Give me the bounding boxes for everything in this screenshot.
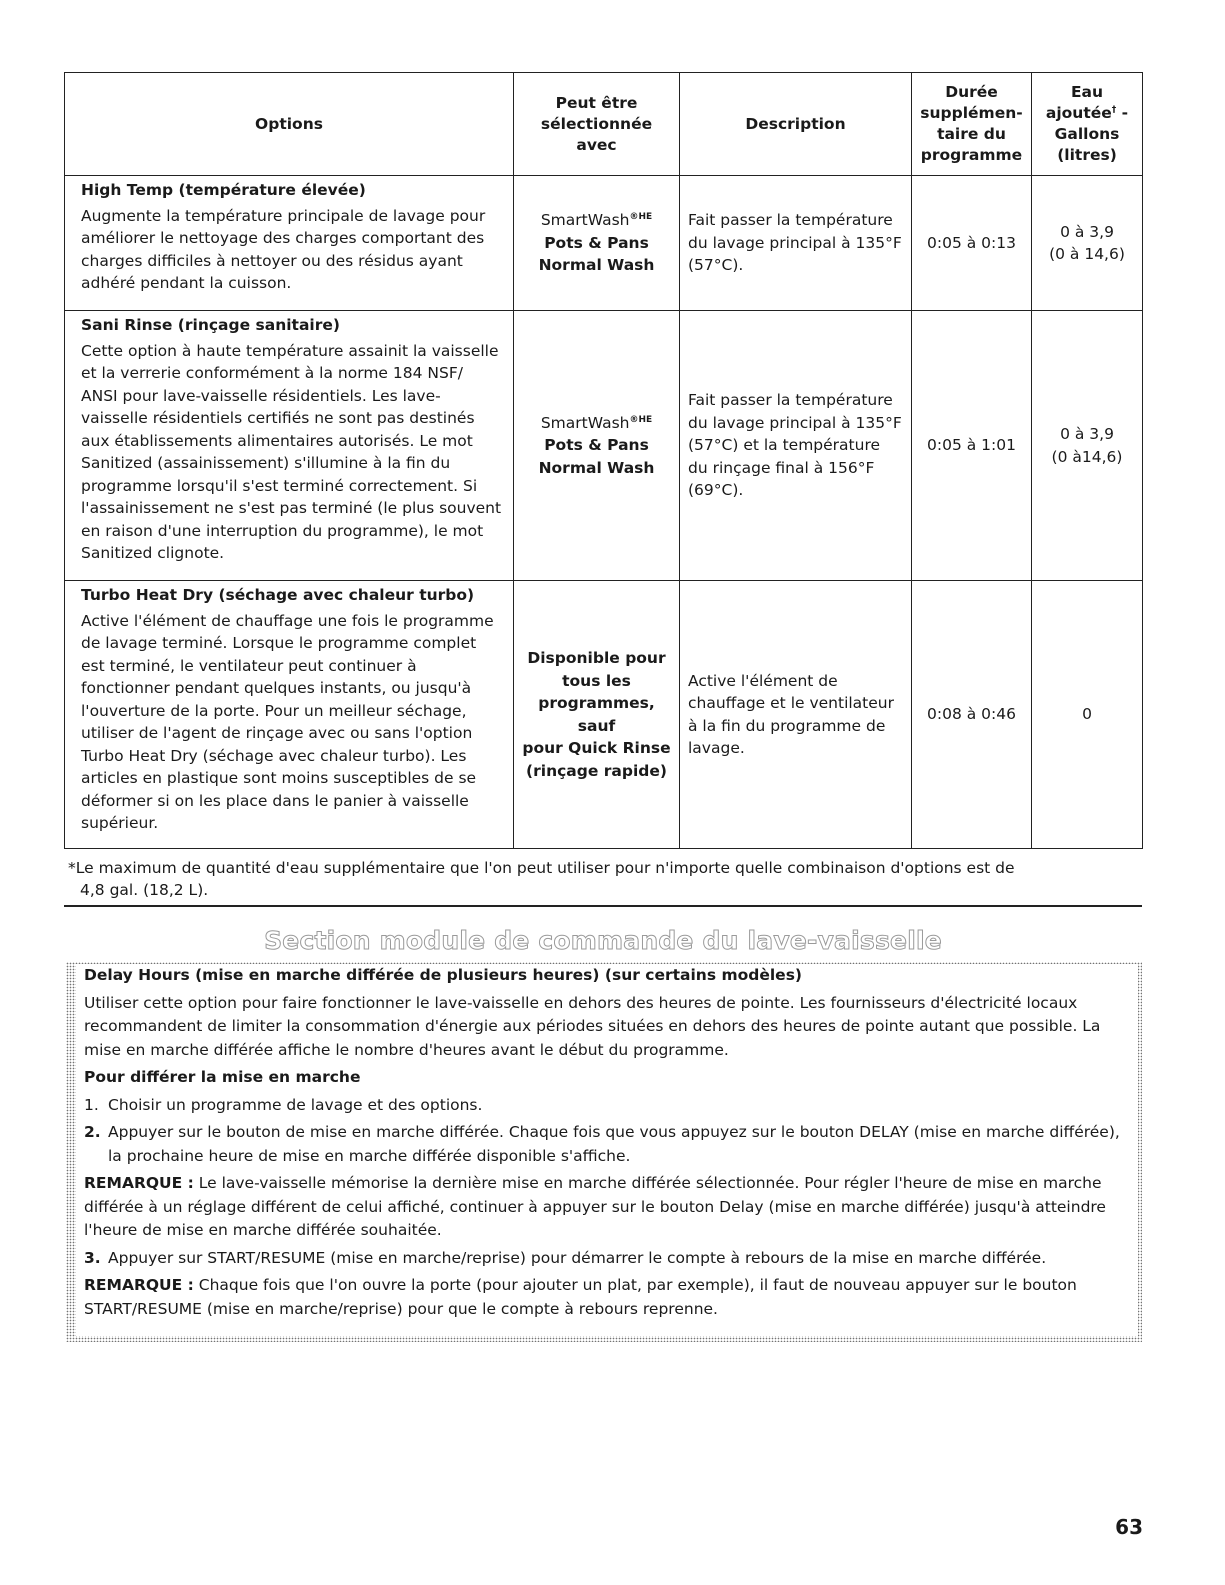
- divider: [64, 905, 1142, 907]
- step-text: Choisir un programme de lavage et des options.: [108, 1095, 483, 1114]
- list-item: [84, 1247, 1132, 1271]
- header-description: Description: [680, 73, 912, 176]
- step-number: 3.: [84, 1248, 101, 1267]
- delay-subheading: Pour différer la mise en marche: [84, 1068, 361, 1086]
- note-label: REMARQUE :: [84, 1276, 194, 1294]
- footnote-line: *Le maximum de quantité d'eau supplémentaire que l'on peut utiliser pour n'importe quelle combinaison d'options est de: [68, 859, 1015, 877]
- note: [84, 1274, 1132, 1321]
- delay-title: Delay Hours (mise en marche différée de plusieurs heures) (sur certains modèles): [84, 966, 803, 984]
- duration-cell: 0:08 à 0:46: [912, 581, 1032, 849]
- selectable-with-cell: Disponible pour tous les programmes, sauf pour Quick Rinse (rinçage rapide): [514, 581, 680, 849]
- option-cell: [65, 581, 514, 849]
- page-number: 63: [1115, 1515, 1143, 1539]
- note-label: REMARQUE :: [84, 1174, 194, 1192]
- option-text: Cette option à haute température assainit la vaisselle et la verrerie conformément à la norme 184 NSF/ ANSI pour lave-vaisselle résidentiels. Les lave-vaisselle résidentiels certifiés ne sont pas destinés aux établissements alimentaires autorisés. Le mot Sanitized (assainissement) s'illumine à la fin du programme lorsqu'il s'est terminé correctement. Si l'assainissement ne s'est pas terminé (le plus souvent en raison d'une interruption du programme), le mot Sanitized clignote.: [81, 341, 502, 562]
- table-row: [65, 176, 1143, 311]
- water-cell: 0 à 3,9 (0 à 14,6): [1032, 176, 1143, 311]
- header-added-water: Eau ajoutée† - Gallons (litres): [1032, 73, 1143, 176]
- table-row: [65, 581, 1143, 849]
- list-item: [84, 1121, 1132, 1168]
- header-added-duration: Durée supplémen- taire du programme: [912, 73, 1032, 176]
- selectable-with-cell: SmartWash$^{®HE}$ Pots & Pans Normal Wash: [514, 311, 680, 581]
- header-options: Options: [65, 73, 514, 176]
- options-table: [64, 72, 1143, 849]
- header-selectable-with: Peut être sélectionnée avec: [514, 73, 680, 176]
- delay-hours-content: [76, 964, 1138, 1336]
- water-cell: 0: [1032, 581, 1143, 849]
- description-cell: Active l'élément de chauffage et le ventilateur à la fin du programme de lavage.: [680, 581, 912, 849]
- section-title: Section module de commande du lave-vaisselle: [264, 926, 942, 955]
- table-row: [65, 311, 1143, 581]
- option-cell: [65, 176, 514, 311]
- selectable-with-cell: SmartWash$^{®HE}$ Pots & Pans Normal Wash: [514, 176, 680, 311]
- step-text: Appuyer sur START/RESUME (mise en marche/reprise) pour démarrer le compte à rebours de la mise en marche différée.: [108, 1248, 1047, 1267]
- option-text: Augmente la température principale de lavage pour améliorer le nettoyage des charges comportant des charges difficiles à nettoyer ou des résidus ayant adhéré pendant la cuisson.: [81, 206, 486, 292]
- note: [84, 1172, 1132, 1243]
- duration-cell: 0:05 à 0:13: [912, 176, 1032, 311]
- step-number: 2.: [84, 1123, 101, 1141]
- delay-intro: Utiliser cette option pour faire fonctionner le lave-vaisselle en dehors des heures de pointe. Les fournisseurs d'électricité locaux recommandent de limiter la consommation d'énergie aux périodes situées en dehors des heures de pointe autant que possible. La mise en marche différée affiche le nombre d'heures avant le début du programme.: [84, 993, 1101, 1059]
- description-cell: Fait passer la température du lavage principal à 135°F (57°C).: [680, 176, 912, 311]
- footnote-line: 4,8 gal. (18,2 L).: [80, 881, 209, 899]
- option-title: Turbo Heat Dry (séchage avec chaleur turbo): [81, 586, 475, 604]
- option-cell: [65, 311, 514, 581]
- step-number: 1.: [84, 1095, 99, 1114]
- option-text: Active l'élément de chauffage une fois le programme de lavage terminé. Lorsque le programme complet est terminé, le ventilateur peut continuer à fonctionner pendant quelques instants, ou jusqu'à l'ouverture de la porte. Pour un meilleur séchage, utiliser de l'agent de rinçage avec ou sans l'option Turbo Heat Dry (séchage avec chaleur turbo). Les articles en plastique sont moins susceptibles de se déformer si on les place dans le panier à vaisselle supérieur.: [81, 611, 494, 832]
- step-text: Appuyer sur le bouton de mise en marche différée. Chaque fois que vous appuyez sur le bouton DELAY (mise en marche différée), la prochaine heure de mise en marche différée disponible s'affiche.: [108, 1123, 1120, 1165]
- duration-cell: 0:05 à 1:01: [912, 311, 1032, 581]
- option-title: High Temp (température élevée): [81, 181, 366, 199]
- list-item: [84, 1094, 1132, 1118]
- delay-hours-box: [66, 962, 1142, 1342]
- footnote: [68, 857, 1128, 901]
- note-text: Le lave-vaisselle mémorise la dernière mise en marche différée sélectionnée. Pour régler l'heure de mise en marche différée à un réglage différent de celui affiché, continuer à appuyer sur le bouton Delay (mise en marche différée) jusqu'à atteindre l'heure de mise en marche différée souhaitée.: [84, 1174, 1106, 1239]
- option-title: Sani Rinse (rinçage sanitaire): [81, 316, 340, 334]
- water-cell: 0 à 3,9 (0 à14,6): [1032, 311, 1143, 581]
- note-text: Chaque fois que l'on ouvre la porte (pour ajouter un plat, par exemple), il faut de nouveau appuyer sur le bouton START/RESUME (mise en marche/reprise) pour que le compte à rebours reprenne.: [84, 1276, 1077, 1318]
- description-cell: Fait passer la température du lavage principal à 135°F (57°C) et la température du rinçage final à 156°F (69°C).: [680, 311, 912, 581]
- table-header-row: [65, 73, 1143, 176]
